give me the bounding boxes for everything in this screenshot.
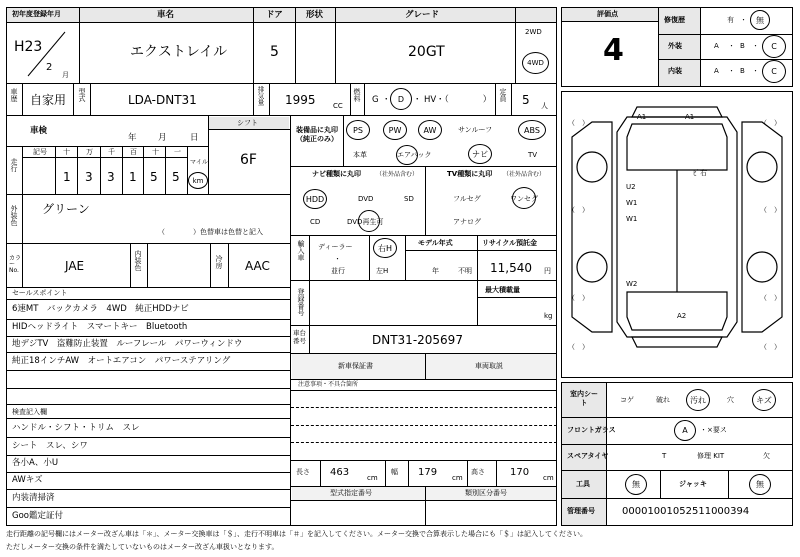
width-label: 幅 bbox=[391, 468, 398, 476]
int-a: A bbox=[714, 67, 719, 75]
shaken-year-unit: 年 bbox=[128, 133, 137, 143]
sales-point-line: HIDヘッドライト スマートキー Bluetooth bbox=[12, 322, 188, 332]
manual: 車両取説 bbox=[475, 362, 503, 370]
glass-label: フロントガラス bbox=[567, 426, 616, 434]
nav-sd: SD bbox=[404, 195, 414, 203]
interior-label: 内装 bbox=[668, 67, 682, 75]
parallel: 並行 bbox=[331, 267, 345, 275]
score-value: 4 bbox=[603, 33, 624, 68]
shaken-label: 車検 bbox=[30, 126, 48, 136]
damage-w1: W1 bbox=[626, 199, 638, 207]
model-year-unit: 年 bbox=[432, 267, 439, 275]
mgmt-label: 管理番号 bbox=[567, 507, 595, 515]
dealer: ディーラー bbox=[318, 243, 353, 251]
ext-a: A bbox=[714, 42, 719, 50]
equip-ps: PS bbox=[346, 120, 370, 140]
grade-label: グレード bbox=[405, 10, 440, 20]
paren-bottom-left: （ ） bbox=[568, 343, 589, 351]
damage-hiright: ﾋﾞ右 bbox=[693, 169, 707, 177]
notes-label: 注意事項・不具合箇所 bbox=[298, 381, 359, 388]
sales-point-line: 純正18インチAW オートエアコン パワーステアリング bbox=[12, 356, 231, 366]
seat-burn: コゲ bbox=[620, 396, 634, 404]
sales-points-label: セールスポイント bbox=[12, 289, 68, 297]
drive-4wd-circle: 4WD bbox=[522, 52, 549, 74]
inspector-note-line: シート スレ、シワ bbox=[12, 441, 88, 451]
spare-label: スペアタイヤ bbox=[567, 452, 609, 460]
int-c-circle: C bbox=[762, 60, 786, 83]
spare-kit: 修理 KIT bbox=[697, 452, 725, 460]
reg-month-unit: 月 bbox=[62, 71, 69, 79]
car-name-label: 車名 bbox=[157, 10, 175, 20]
inspector-note-line: 各小A、小U bbox=[12, 458, 59, 468]
chassis-label: 車台番号 bbox=[293, 329, 306, 345]
paren-br: （ ） bbox=[760, 294, 781, 302]
equip-pw: PW bbox=[383, 120, 407, 140]
category-label: 類別区分番号 bbox=[465, 489, 507, 497]
tv-fullseg: フルセグ bbox=[453, 195, 481, 203]
damage-w2: W2 bbox=[626, 280, 638, 288]
fuel-g: G bbox=[372, 95, 379, 105]
chassis-value: DNT31-205697 bbox=[372, 333, 463, 347]
tv-oneseg: ワンセグ bbox=[510, 195, 538, 203]
ext-c-circle: C bbox=[762, 35, 786, 58]
drive-2wd: 2WD bbox=[525, 28, 542, 36]
glass-a-circle: A bbox=[674, 420, 696, 441]
yen-unit: 円 bbox=[544, 267, 551, 275]
fuel-dot: ・ bbox=[382, 95, 391, 105]
inspector-note-line: AWキズ bbox=[12, 475, 43, 485]
shaken-month-unit: 月 bbox=[158, 133, 167, 143]
seat-hole: 穴 bbox=[727, 396, 734, 404]
fuel-hv: HV bbox=[424, 95, 437, 105]
inspector-note-line: ハンドル・シフト・トリム スレ bbox=[12, 423, 140, 433]
equip-abs: ABS bbox=[518, 120, 546, 140]
exterior-label: 外装 bbox=[668, 42, 682, 50]
sales-point-line: 6速MT バックカメラ 4WD 純正HDDナビ bbox=[12, 304, 189, 314]
mgmt-value: 0000100105251100039​4 bbox=[622, 506, 750, 517]
paren-bottom-right: （ ） bbox=[760, 343, 781, 351]
mileage-header-1: 十 bbox=[63, 148, 70, 156]
damage-w1: W1 bbox=[626, 215, 638, 223]
nav-dvd: DVD bbox=[358, 195, 374, 203]
mileage-header-6: 一 bbox=[174, 148, 181, 156]
recycle-value: 11,540 bbox=[490, 261, 532, 275]
km-circle: km bbox=[188, 172, 208, 189]
door-label: ドア bbox=[266, 10, 283, 20]
paren-bl: （ ） bbox=[568, 294, 589, 302]
damage-u2: U2 bbox=[626, 183, 636, 191]
seat-label: 室内シート bbox=[570, 390, 598, 408]
length-label: 長さ bbox=[296, 468, 310, 476]
kg-unit: kg bbox=[544, 312, 553, 320]
capacity-label: 定員 bbox=[499, 88, 507, 102]
mileage-header-4: 百 bbox=[130, 148, 137, 156]
height-cm: cm bbox=[543, 474, 554, 482]
damage-a1: A1 bbox=[685, 113, 695, 121]
fuel-paren: ・（ ） bbox=[436, 95, 492, 105]
seat-stain-circle: 汚れ bbox=[686, 389, 710, 411]
equip-navi: ナビ bbox=[468, 144, 492, 164]
inspector-note-line: Goo鑑定証付 bbox=[12, 511, 63, 521]
car-diagram bbox=[562, 92, 792, 377]
nav-dvd-play: DVD再生可 bbox=[347, 218, 384, 226]
damage-a1: A1 bbox=[637, 113, 647, 121]
equip-leather: 本革 bbox=[353, 151, 367, 159]
first-reg-label: 初年度登録年月 bbox=[12, 10, 61, 18]
mileage-header-2: 万 bbox=[86, 148, 93, 156]
int-color-label: 内装色 bbox=[134, 250, 142, 271]
car-name: エクストレイル bbox=[130, 44, 228, 60]
max-load-label: 最大積載量 bbox=[485, 286, 520, 294]
nav-hdd: HDD bbox=[303, 189, 327, 209]
mileage-digit: 3 bbox=[85, 170, 93, 184]
displacement-label: 排気量 bbox=[256, 86, 265, 106]
designation-label: 型式指定番号 bbox=[330, 489, 372, 497]
ac-value: AAC bbox=[245, 259, 270, 273]
seat-tear: 破れ bbox=[656, 396, 670, 404]
displacement-value: 1995 bbox=[285, 93, 316, 107]
equip-airbag: エアバック bbox=[397, 151, 432, 159]
cc-unit: CC bbox=[333, 102, 343, 110]
repair-label: 修復歴 bbox=[664, 16, 685, 24]
mileage-header-5: 十 bbox=[152, 148, 159, 156]
mile-label: マイル bbox=[190, 159, 208, 166]
ext-dot-2: ・ bbox=[752, 42, 759, 50]
equip-aw: AW bbox=[418, 120, 442, 140]
dvd-play-circle bbox=[358, 210, 380, 232]
fuel-label: 燃料 bbox=[353, 88, 361, 102]
model-label: 型式 bbox=[78, 88, 86, 102]
mileage-digit: 5 bbox=[150, 170, 158, 184]
recycle-label: リサイクル預託金 bbox=[482, 239, 538, 247]
ext-color-value: グリーン bbox=[42, 202, 90, 216]
use-label: 車歴 bbox=[10, 88, 18, 102]
height-label: 高さ bbox=[471, 468, 485, 476]
era-year: H23 bbox=[14, 39, 43, 55]
mileage-digit: 3 bbox=[107, 170, 115, 184]
model-year-label: モデル年式 bbox=[418, 239, 453, 247]
tv-type-sub: （社外品含む） bbox=[503, 171, 546, 178]
paren-tr: （ ） bbox=[760, 119, 781, 127]
tv-analog: アナログ bbox=[453, 218, 481, 226]
shaken-day-unit: 日 bbox=[190, 133, 199, 143]
main-form bbox=[6, 7, 557, 526]
repair-no-circle: 無 bbox=[750, 10, 770, 30]
mileage-digit: 1 bbox=[63, 170, 71, 184]
int-dot-2: ・ bbox=[752, 67, 759, 75]
mileage-label: 走行 bbox=[10, 158, 18, 172]
equip-tv: TV bbox=[528, 151, 538, 159]
sales-point-line: 地デジTV 盗難防止装置 ルーフレール パワーウィンドウ bbox=[12, 339, 243, 349]
spare-none: 欠 bbox=[763, 452, 770, 460]
paren-tl: （ ） bbox=[568, 119, 589, 127]
reg-month: 2 bbox=[46, 62, 53, 73]
glass-x: ・×要ス bbox=[700, 426, 727, 434]
right-h-circle: 右H bbox=[373, 238, 397, 258]
new-warranty: 新車保証書 bbox=[338, 362, 373, 370]
import-dot: ・ bbox=[334, 255, 341, 263]
fuel-d-circle: D bbox=[390, 88, 412, 110]
shift-value: 6F bbox=[240, 152, 257, 168]
int-dot: ・ bbox=[728, 67, 735, 75]
equip-sunroof: サンルーフ bbox=[458, 126, 493, 134]
paren-ml: （ ） bbox=[568, 206, 589, 214]
model-year-unknown: 不明 bbox=[458, 267, 472, 275]
tv-type-label: TV種類に丸印 bbox=[447, 170, 493, 178]
doors: 5 bbox=[270, 44, 279, 60]
footer-line-2: ただしメーター交換の条件を満たしていないものはメーター改ざん車扱いとなります。 bbox=[6, 543, 279, 551]
seat-scratch-circle: キズ bbox=[752, 389, 776, 411]
ext-b: B bbox=[740, 42, 745, 50]
tools-label: 工具 bbox=[576, 480, 590, 488]
left-h: 左H bbox=[376, 267, 389, 275]
capacity-value: 5 bbox=[522, 93, 530, 107]
grade: 20GT bbox=[408, 44, 445, 60]
airbag-circle bbox=[396, 145, 418, 165]
equipment-label: 装備品に丸印（純正のみ） bbox=[296, 126, 338, 144]
repair-yes: 有 bbox=[727, 16, 734, 24]
nav-type-label: ナビ種類に丸印 bbox=[312, 170, 361, 178]
capacity-unit: 人 bbox=[541, 102, 548, 110]
jack-none-circle: 無 bbox=[749, 474, 771, 495]
ac-label: 冷房 bbox=[215, 255, 223, 269]
mileage-digit: 1 bbox=[129, 170, 137, 184]
length-cm: cm bbox=[367, 474, 378, 482]
fuel-dot-2: ・ bbox=[413, 95, 422, 105]
color-no: JAE bbox=[65, 259, 85, 273]
mileage-header-3: 千 bbox=[108, 148, 115, 156]
width-value: 179 bbox=[418, 467, 438, 478]
import-label: 輸入車 bbox=[297, 240, 305, 261]
tools-none-circle: 無 bbox=[625, 474, 647, 495]
color-no-label: カラーNo. bbox=[9, 255, 22, 274]
spare-t: T bbox=[662, 452, 667, 460]
nav-type-sub: （社外品含む） bbox=[376, 171, 419, 178]
color-note: （ ）色替車は色替と記入 bbox=[158, 228, 263, 236]
paren-mr: （ ） bbox=[760, 206, 781, 214]
shift-label: シフト bbox=[237, 119, 258, 127]
registration-label: 登録番号 bbox=[297, 288, 305, 316]
jack-label: ジャッキ bbox=[679, 480, 707, 488]
body-type-label: 形状 bbox=[306, 10, 324, 20]
int-b: B bbox=[740, 67, 745, 75]
nav-cd: CD bbox=[310, 218, 321, 226]
height-value: 170 bbox=[510, 467, 530, 478]
use-value: 自家用 bbox=[30, 93, 67, 107]
width-cm: cm bbox=[452, 474, 463, 482]
score-label: 評価点 bbox=[597, 10, 618, 18]
inspector-notes-label: 検査記入欄 bbox=[12, 408, 47, 416]
length-value: 463 bbox=[330, 467, 350, 478]
mileage-digit: 5 bbox=[172, 170, 180, 184]
ext-dot: ・ bbox=[728, 42, 735, 50]
footer-line-1: 走行距離の記号欄にはメーター改ざん車は「＊」、メーター交換車は「＄」、走行不明車は「＃」を記入してください。メーター交換で合算表示した場合にも「＄」は記入してください。 bbox=[6, 530, 587, 538]
repair-dot: ・ bbox=[740, 16, 747, 24]
oneseg-circle bbox=[512, 187, 536, 209]
mileage-header-0: 記号 bbox=[33, 148, 47, 156]
damage-a2: A2 bbox=[677, 312, 687, 320]
ext-color-label: 外装色 bbox=[10, 205, 18, 226]
model-value: LDA-DNT31 bbox=[128, 93, 197, 107]
inspector-note-line: 内装清掃済 bbox=[12, 493, 55, 503]
